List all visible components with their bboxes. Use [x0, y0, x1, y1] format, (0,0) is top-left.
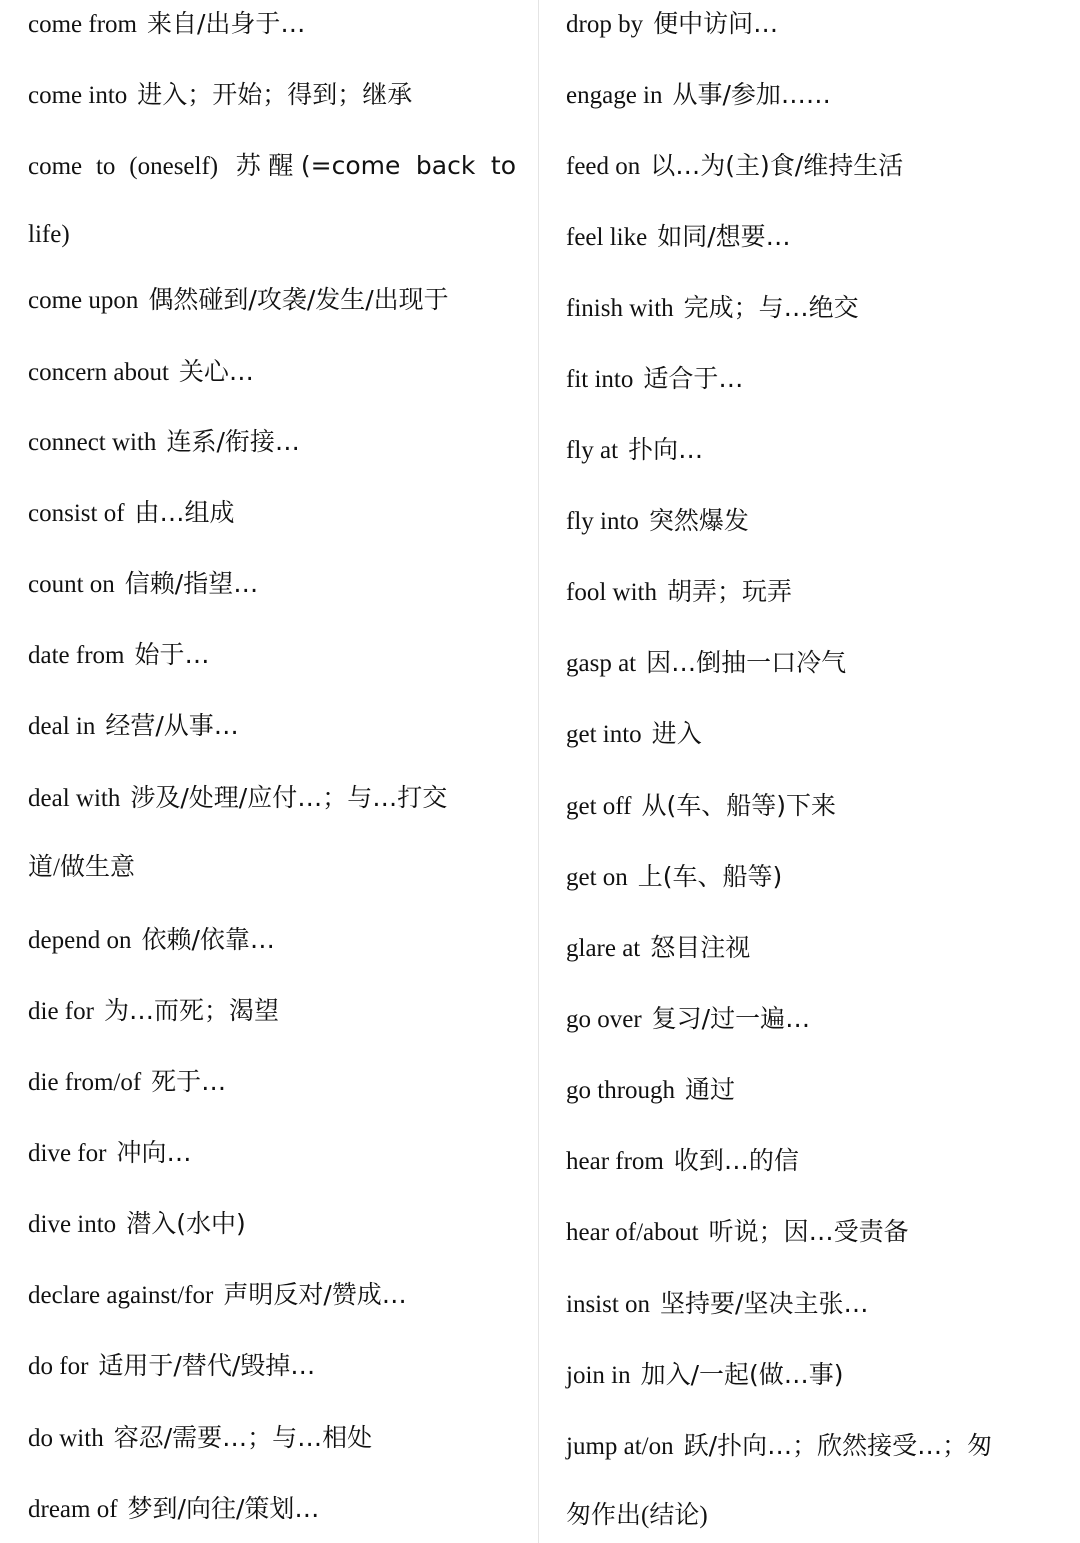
phrase-english: deal with — [28, 785, 121, 812]
phrase-meaning: 跃/扑向…；欣然接受…；匆 — [683, 1431, 993, 1460]
phrase-meaning: 由…组成 — [134, 498, 235, 527]
phrase-entry — [28, 704, 239, 748]
phrase-meaning: 复习/过一遍… — [651, 1004, 811, 1033]
phrase-entry — [566, 428, 703, 472]
phrase-meaning: 收到…的信 — [673, 1146, 799, 1175]
phrase-meaning: 加入/一起(做…事) — [640, 1360, 844, 1389]
phrase-meaning: 适用于/替代/毁掉… — [98, 1351, 316, 1380]
phrase-entry — [28, 278, 449, 322]
phrase-english: jump at/on — [566, 1433, 674, 1460]
phrase-english: drop by — [566, 11, 644, 38]
phrase-meaning: 从(车、船等)下来 — [641, 791, 837, 820]
phrase-meaning: 进入；开始；得到；继承 — [137, 80, 413, 109]
phrase-entry — [566, 641, 846, 685]
phrase-meaning: 坚持要/坚决主张… — [660, 1289, 869, 1318]
phrase-meaning: 为…而死；渴望 — [103, 996, 279, 1025]
phrase-english: do for — [28, 1353, 89, 1380]
phrase-entry — [28, 491, 235, 535]
phrase-meaning: 因…倒抽一口冷气 — [646, 648, 847, 677]
phrase-meaning: 声明反对/赞成… — [223, 1280, 407, 1309]
phrase-english: consist of — [28, 500, 125, 527]
phrase-meaning: 如同/想要… — [657, 222, 791, 251]
phrase-entry — [566, 2, 778, 46]
phrase-english: come into — [28, 82, 128, 109]
phrase-meaning: 潜入(水中) — [126, 1209, 246, 1238]
phrase-entry — [566, 926, 750, 970]
phrase-entry — [28, 350, 254, 394]
phrase-entry — [28, 1487, 319, 1531]
phrase-meaning: 突然爆发 — [648, 506, 749, 535]
phrase-entry — [28, 776, 447, 820]
phrase-entry — [566, 570, 792, 614]
phrase-entry — [566, 215, 791, 259]
phrase-meaning: 听说；因…受责备 — [708, 1217, 909, 1246]
phrase-english: die from/of — [28, 1069, 142, 1096]
phrase-entry — [566, 286, 859, 330]
phrase-english: glare at — [566, 935, 641, 962]
phrase-meaning: 经营/从事… — [105, 711, 239, 740]
phrase-english: depend on — [28, 927, 132, 954]
phrase-entry — [28, 420, 300, 464]
phrase-meaning: 梦到/向往/策划… — [127, 1494, 320, 1523]
phrase-meaning: 依赖/依靠… — [141, 925, 275, 954]
phrase-english: die for — [28, 998, 94, 1025]
phrase-meaning: 怒目注视 — [650, 933, 751, 962]
phrase-english: date from — [28, 642, 125, 669]
phrase-english: come upon — [28, 287, 139, 314]
phrase-entry — [28, 2, 305, 46]
phrase-entry — [566, 357, 743, 401]
phrase-english: count on — [28, 571, 115, 598]
phrase-entry — [28, 1416, 372, 1460]
phrase-meaning: 冲向… — [116, 1138, 192, 1167]
phrase-meaning: 完成；与…绝交 — [683, 293, 859, 322]
phrase-entry — [28, 1273, 407, 1317]
phrase-entry — [28, 989, 279, 1033]
phrase-english: hear of/about — [566, 1219, 699, 1246]
phrase-meaning: 关心… — [178, 357, 254, 386]
phrase-english: dive into — [28, 1211, 117, 1238]
phrase-entry — [566, 144, 903, 188]
phrase-meaning: 匆作出(结论) — [566, 1502, 708, 1529]
phrase-entry — [566, 784, 836, 828]
phrase-english: dive for — [28, 1140, 107, 1167]
phrase-meaning: 进入 — [651, 719, 702, 748]
phrase-english: come to (oneself) — [28, 153, 219, 180]
phrase-english: fit into — [566, 366, 634, 393]
phrase-english: finish with — [566, 295, 674, 322]
phrase-english: go through — [566, 1077, 676, 1104]
phrase-entry — [28, 1202, 246, 1246]
phrase-english: fool with — [566, 579, 657, 606]
phrase-english: feel like — [566, 224, 648, 251]
phrase-meaning: 适合于… — [643, 364, 744, 393]
phrase-entry — [566, 997, 810, 1041]
phrase-meaning: 来自/出身于… — [146, 9, 306, 38]
phrase-meaning: 便中访问… — [653, 9, 779, 38]
phrase-english: engage in — [566, 82, 663, 109]
phrase-english: hear from — [566, 1148, 664, 1175]
phrase-entry — [566, 1068, 735, 1112]
phrase-meaning: 以…为(主)食/维持生活 — [650, 151, 904, 180]
phrase-meaning: 通过 — [685, 1075, 736, 1104]
column-divider — [538, 0, 539, 1543]
phrase-meaning: 信赖/指望… — [124, 569, 259, 598]
phrase-entry — [28, 144, 516, 188]
phrase-meaning: 上(车、船等) — [637, 862, 783, 891]
phrase-entry — [566, 73, 831, 117]
phrase-meaning: 涉及/处理/应付…；与…打交 — [130, 783, 448, 812]
entry-continuation — [28, 846, 135, 890]
phrase-english: dream of — [28, 1496, 118, 1523]
phrase-english: do with — [28, 1425, 104, 1452]
phrase-meaning: 始于… — [134, 640, 210, 669]
phrase-meaning: 从事/参加…… — [672, 80, 831, 109]
phrase-english: concern about — [28, 359, 169, 386]
phrase-english: insist on — [566, 1291, 651, 1318]
phrase-english: feed on — [566, 153, 641, 180]
phrase-entry — [566, 1210, 909, 1254]
phrase-meaning: 扑向… — [628, 435, 704, 464]
phrase-entry — [566, 712, 702, 756]
phrase-entry — [28, 73, 412, 117]
phrase-meaning: life) — [28, 221, 70, 248]
phrase-meaning: 偶然碰到/攻袭/发生/出现于 — [148, 285, 449, 314]
phrase-meaning: 胡弄；玩弄 — [666, 577, 792, 606]
phrase-entry — [28, 918, 275, 962]
phrase-english: get into — [566, 721, 642, 748]
phrase-entry — [28, 633, 210, 677]
phrase-english: connect with — [28, 429, 157, 456]
phrase-english: gasp at — [566, 650, 637, 677]
phrase-entry — [28, 1131, 191, 1175]
phrase-meaning: 连系/衔接… — [166, 427, 300, 456]
phrase-english: deal in — [28, 713, 96, 740]
phrase-entry — [566, 855, 782, 899]
entry-continuation — [566, 1494, 708, 1538]
phrase-entry — [566, 1139, 799, 1183]
phrase-english: go over — [566, 1006, 642, 1033]
phrase-meaning: 道/做生意 — [28, 854, 135, 881]
phrase-entry — [566, 499, 749, 543]
phrase-english: get on — [566, 864, 628, 891]
phrase-entry — [28, 1344, 315, 1388]
phrase-english: come from — [28, 11, 137, 38]
phrase-english: declare against/for — [28, 1282, 214, 1309]
phrase-entry — [566, 1353, 844, 1397]
phrase-entry — [28, 1060, 226, 1104]
phrase-english: get off — [566, 793, 632, 820]
phrase-english: join in — [566, 1362, 631, 1389]
phrase-meaning: 苏醒(=come back to — [228, 151, 516, 180]
phrase-entry — [566, 1424, 992, 1468]
phrase-meaning: 容忍/需要…；与…相处 — [113, 1423, 373, 1452]
phrase-entry — [566, 1282, 868, 1326]
entry-continuation — [28, 213, 70, 257]
phrase-english: fly at — [566, 437, 619, 464]
phrase-english: fly into — [566, 508, 639, 535]
phrase-entry — [28, 562, 258, 606]
phrase-meaning: 死于… — [151, 1067, 227, 1096]
